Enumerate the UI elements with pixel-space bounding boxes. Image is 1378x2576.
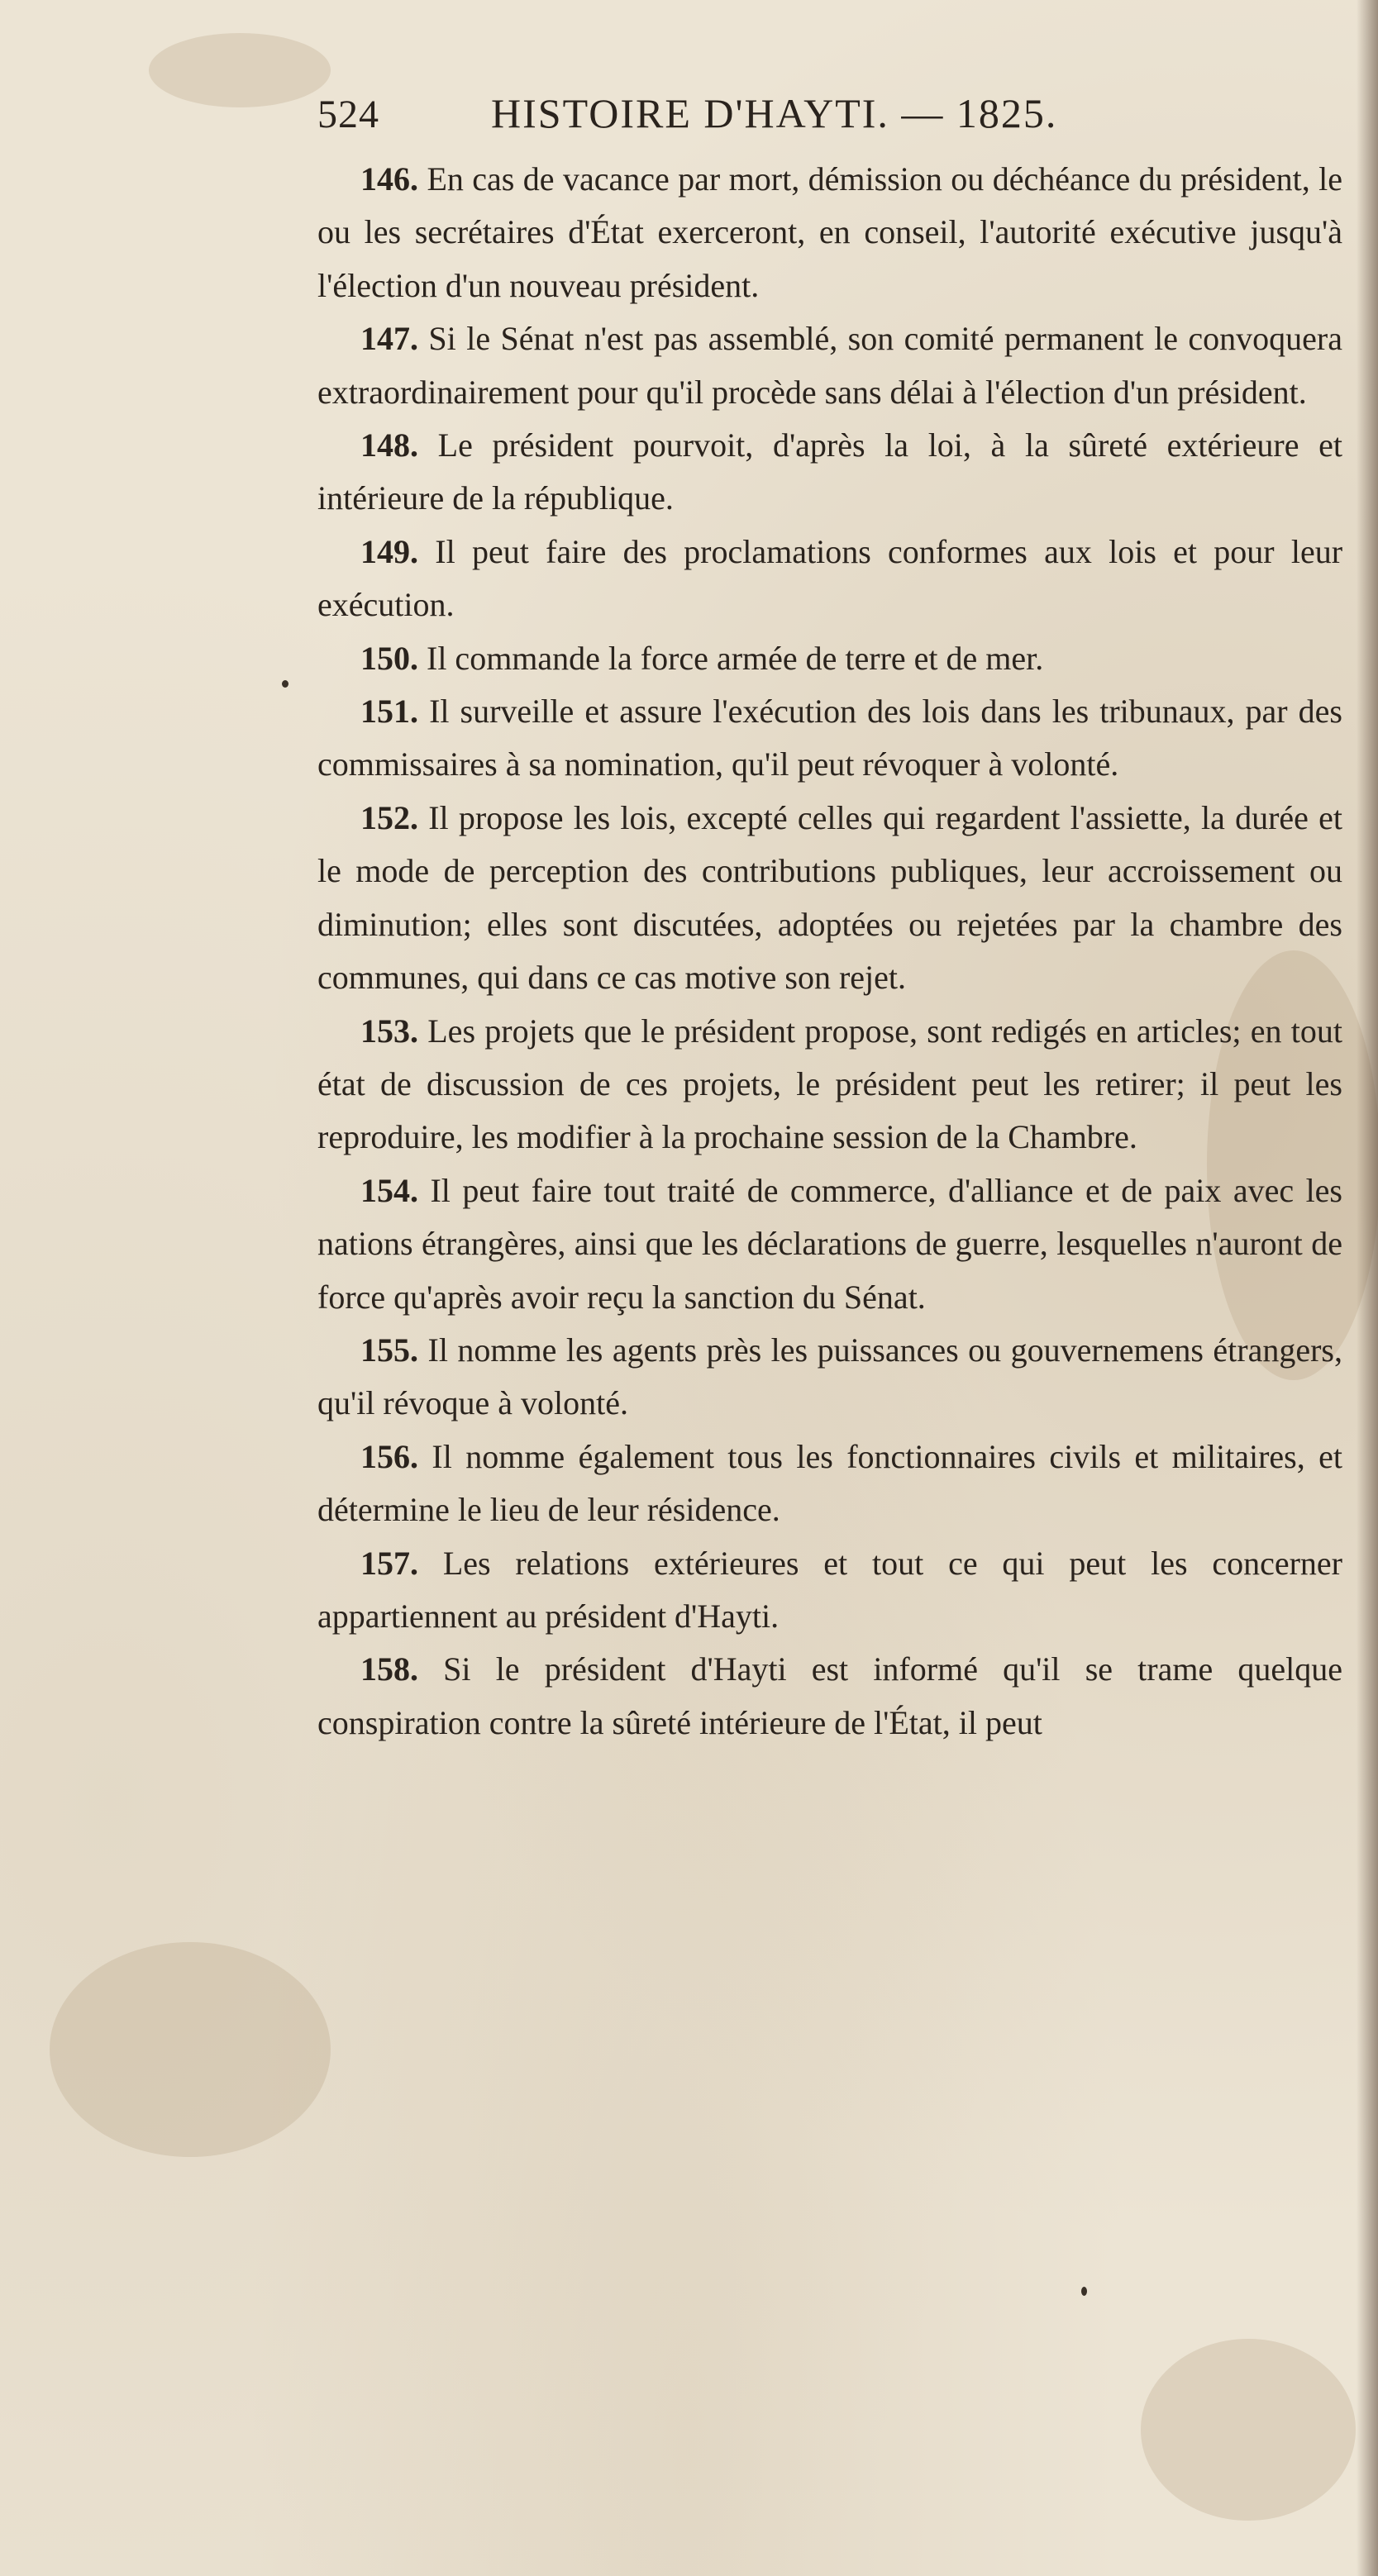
article [317,419,1342,526]
article-text: En cas de vacance par mort, démission ou déchéance du président, le ou les secrétaires d'État exerceront, en conseil, l'autorité exécutive jusqu'à l'élection d'un nouveau président. [317,160,1343,304]
ink-speck [282,680,288,688]
article-number: 147. [360,320,418,358]
article-text: Il peut faire tout traité de commerce, d'alliance et de paix avec les nations étrangères, ainsi que les déclarations de guerre, lesquelles n'auront de force qu'après avoir reçu la sanction du Sénat. [317,1171,1342,1316]
article [317,312,1342,419]
ink-speck [1081,2287,1087,2296]
article [317,1431,1342,1537]
article-text: Si le président d'Hayti est informé qu'il se trame quelque conspiration contre la sûreté intérieure de l'État, il peut [317,1650,1343,1741]
article-number: 153. [360,1012,418,1050]
article-text: Il surveille et assure l'exécution des lois dans les tribunaux, par des commissaires à sa nomination, qu'il peut révoquer à volonté. [317,693,1343,783]
article [317,632,1342,685]
article-number: 152. [360,798,418,836]
article-text: Il nomme les agents près les puissances ou gouvernemens étrangers, qu'il révoque à volonté. [317,1331,1342,1422]
article-number: 148. [360,426,418,464]
article [317,1324,1342,1431]
article [317,792,1342,1005]
page-edge-shadow [1357,0,1378,2576]
article-text: Si le Sénat n'est pas assemblé, son comité permanent le convoquera extraordinairement pour qu'il procède sans délai à l'élection d'un président. [317,320,1342,411]
article-text: Il peut faire des proclamations conformes aux lois et pour leur exécution. [317,532,1343,624]
paper-stain [50,1942,331,2157]
article-text: Les relations extérieures et tout ce qui peut les concerner appartiennent au président d'Hayti. [317,1544,1343,1635]
article-number: 149. [360,532,418,570]
page-number: 524 [317,93,379,136]
article-number: 156. [360,1437,418,1475]
article-number: 158. [360,1650,418,1688]
paper-stain [1141,2339,1356,2521]
article-number: 157. [360,1544,418,1582]
article [317,526,1342,632]
article-list [317,153,1342,1750]
article-text: Il commande la force armée de terre et de mer. [427,639,1044,677]
article-number: 155. [360,1331,418,1369]
article [317,1005,1342,1164]
article-number: 154. [360,1171,418,1209]
article [317,1164,1342,1324]
page-header [317,89,1210,147]
paper-stain [149,33,331,107]
article [317,1643,1342,1750]
article-number: 151. [360,693,418,731]
article-text: Le président pourvoit, d'après la loi, à la sûreté extérieure et intérieure de la république. [317,426,1343,517]
article-number: 150. [360,639,418,677]
article-text: Il propose les lois, excepté celles qui regardent l'assiette, la durée et le mode de perception des contributions publiques, leur accroissement ou diminution; elles sont discutées, adoptées ou rejetées par la chambre des communes, qui dans ce cas motive son rejet. [317,798,1342,997]
article-number: 146. [360,160,418,198]
article-text: Il nomme également tous les fonctionnaires civils et militaires, et détermine le lieu de leur résidence. [317,1437,1342,1529]
article [317,1537,1342,1644]
running-head: HISTOIRE D'HAYTI. — 1825. [491,90,1058,136]
article [317,153,1342,312]
article [317,685,1342,792]
article-text: Les projets que le président propose, sont redigés en articles; en tout état de discussion de ces projets, le président peut les retirer; il peut les reproduire, les modifier à la prochaine session de la Chambre. [317,1012,1342,1156]
